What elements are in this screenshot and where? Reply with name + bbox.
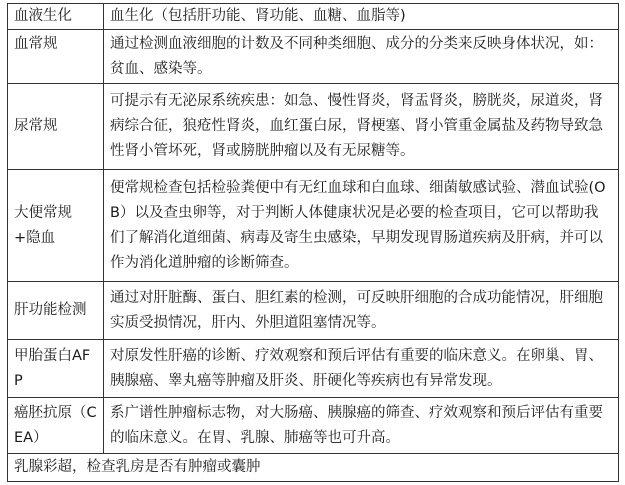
exam-name-cell: 癌胚抗原（CEA） bbox=[8, 398, 104, 454]
exam-description-cell: 通过对肝脏酶、蛋白、胆红素的检测，可反映肝细胞的合成功能情况，肝细胞实质受损情况，肝内、外胆道阻塞情况等。 bbox=[104, 282, 619, 340]
exam-name-cell: 尿常规 bbox=[8, 84, 104, 170]
exam-name-cell: 甲胎蛋白AFP bbox=[8, 340, 104, 398]
exam-name-cell: 肝功能检测 bbox=[8, 282, 104, 340]
exam-name-cell: 大便常规+隐血 bbox=[8, 170, 104, 282]
table-row bbox=[8, 282, 619, 340]
exam-items-table bbox=[7, 3, 619, 482]
exam-description-cell: 通过检测血液细胞的计数及不同种类细胞、成分的分类来反映身体状况，如：贫血、感染等。 bbox=[104, 30, 619, 84]
exam-description-cell: 血生化（包括肝功能、肾功能、血糖、血脂等) bbox=[104, 4, 619, 30]
table-row bbox=[8, 398, 619, 454]
table-row bbox=[8, 4, 619, 30]
footer-note-cell: 乳腺彩超，检查乳房是否有肿瘤或囊肿 bbox=[8, 454, 619, 482]
table-row bbox=[8, 84, 619, 170]
exam-description-cell: 对原发性肝癌的诊断、疗效观察和预后评估有重要的临床意义。在卵巢、胃、胰腺癌、睾丸癌等肿瘤及肝炎、肝硬化等疾病也有异常发现。 bbox=[104, 340, 619, 398]
exam-name-cell: 血液生化 bbox=[8, 4, 104, 30]
exam-description-cell: 系广谱性肿瘤标志物，对大肠癌、胰腺癌的筛查、疗效观察和预后评估有重要的临床意义。在胃、乳腺、肺癌等也可升高。 bbox=[104, 398, 619, 454]
exam-name-cell: 血常规 bbox=[8, 30, 104, 84]
exam-description-cell: 可提示有无泌尿系统疾患：如急、慢性肾炎，肾盂肾炎，膀胱炎，尿道炎，肾病综合征，狼疮性肾炎，血红蛋白尿，肾梗塞、肾小管重金属盐及药物导致急性肾小管坏死，肾或膀胱肿瘤以及有无尿糖等。 bbox=[104, 84, 619, 170]
table-row bbox=[8, 170, 619, 282]
table-row bbox=[8, 340, 619, 398]
table-row bbox=[8, 30, 619, 84]
table-row bbox=[8, 454, 619, 482]
exam-description-cell: 便常规检查包括检验粪便中有无红血球和白血球、细菌敏感试验、潜血试验(OB）以及查虫卵等，对于判断人体健康状况是必要的检查项目，它可以帮助我们了解消化道细菌、病毒及寄生虫感染，早期发现胃肠道疾病及肝病，并可以作为消化道肿瘤的诊断筛查。 bbox=[104, 170, 619, 282]
